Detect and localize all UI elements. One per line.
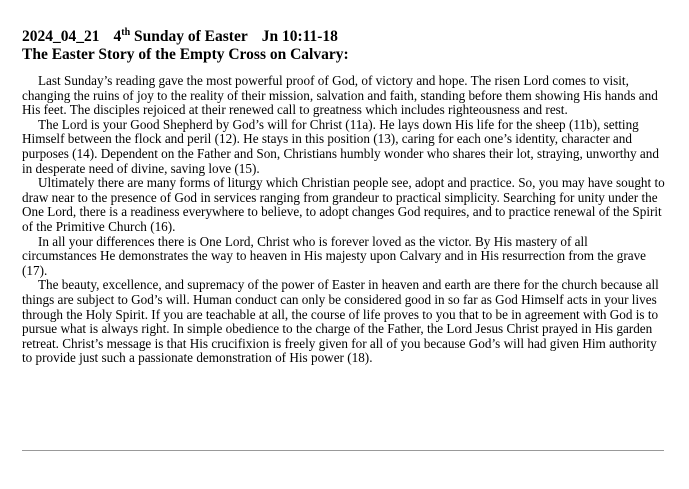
document-title	[22, 28, 665, 46]
ordinal-number: 4	[113, 28, 122, 45]
bottom-divider	[22, 450, 664, 451]
document-subtitle: The Easter Story of the Empty Cross on Calvary:	[22, 46, 349, 63]
scripture-reference: Jn 10:11-18	[261, 28, 338, 45]
occasion: Sunday of Easter	[134, 28, 248, 45]
paragraph: In all your differences there is One Lord, Christ who is forever loved as the victor. By His mastery of all circumstances He demonstrates the way to heaven in His majesty upon Calvary and in His resurrection from the grave (17).	[22, 233, 647, 278]
ordinal-suffix: th	[121, 27, 131, 38]
paragraph: The beauty, excellence, and supremacy of the power of Easter in heaven and earth are there for the church because all things are subject to God’s will. Human conduct can only be considered good in so far as God Himself acts in your lives through the Holy Spirit. If you are teachable at all, the course of life proves to you that to be in agreement with God is to pursue what is always right. In simple obedience to the charge of the Father, the Lord Jesus Christ prayed in His garden retreat. Christ’s message is that His crucifixion is freely given for all of you because God’s will had given Him authority to provide just such a passionate demonstration of His power (18).	[22, 277, 659, 366]
paragraph: Last Sunday’s reading gave the most powerful proof of God, of victory and hope. The risen Lord comes to visit, changing the ruins of joy to the reality of their mission, salvation and faith, standing before them showing His hands and His feet. The disciples rejoiced at their renewed call to greatness which includes righteousness and rest.	[22, 73, 658, 118]
paragraph: Ultimately there are many forms of liturgy which Christian people see, adopt and practice. So, you may have sought to draw near to the presence of God in services ranging from grandeur to practical simplicity. Searching for unity under the One Lord, there is a readiness everywhere to believe, to adopt changes God requires, and to practice renewal of the Spirit of the Primitive Church (16).	[22, 175, 665, 234]
date: 2024_04_21	[22, 28, 100, 45]
paragraph: The Lord is your Good Shepherd by God’s will for Christ (11a). He lays down His life for the sheep (11b), setting Himself between the flock and peril (12). He stays in this position (13), caring for each one’s identity, character and purposes (14). Dependent on the Father and Son, Christians humbly wonder who shares their lot, straying, unworthy and in desperate need of divine, saving love (15).	[22, 116, 659, 176]
document-body	[22, 74, 665, 366]
